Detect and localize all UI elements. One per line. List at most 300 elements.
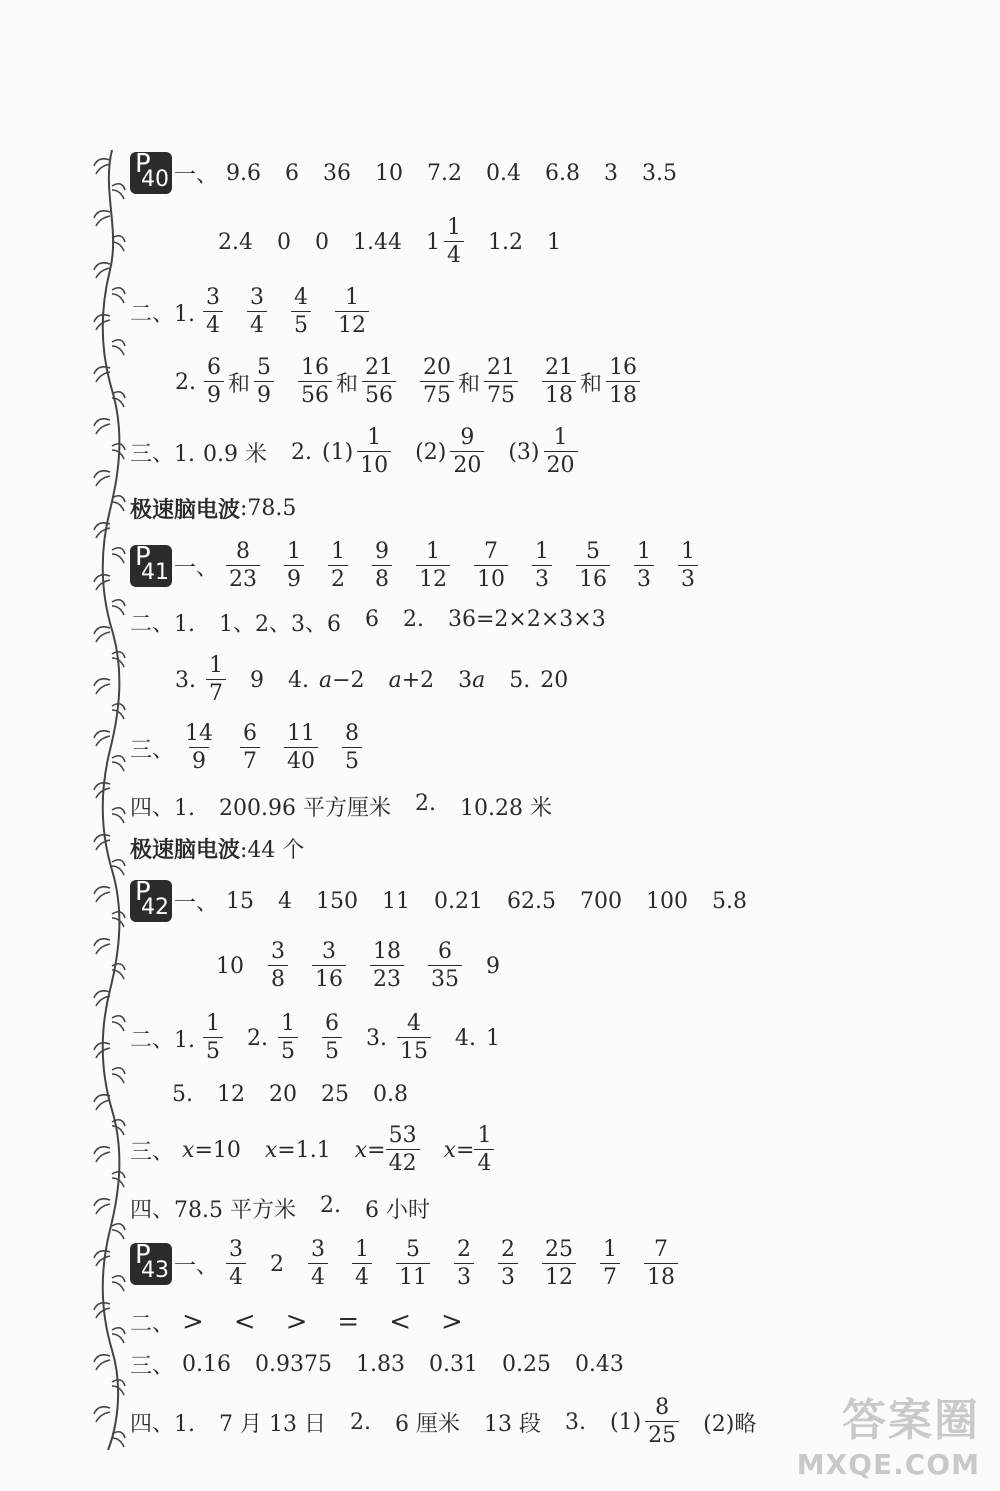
denominator: 42 [386, 1149, 420, 1175]
page-badge-40: P 40 [130, 152, 172, 194]
fraction [308, 1239, 328, 1289]
answer-list [130, 1407, 610, 1438]
numerator: 7 [654, 1237, 669, 1262]
decorative-vine-border [92, 150, 126, 1450]
numerator: 3 [250, 285, 264, 310]
answer: 36=2×2×3×3 [448, 606, 606, 632]
p43-sec3 [130, 1346, 648, 1382]
answer: 1.2 [487, 229, 523, 255]
numerator: 1 [345, 285, 359, 310]
fraction [532, 541, 552, 591]
numerator: 14 [185, 721, 214, 746]
answer: 0.9 米 [203, 441, 267, 467]
denominator: 18 [644, 1263, 678, 1289]
answer-list [204, 357, 664, 407]
answer: 0.21 [434, 888, 483, 914]
numerator: 1 [209, 653, 223, 678]
numerator: 1 [553, 425, 568, 450]
denominator: 5 [278, 1037, 298, 1063]
fraction [247, 287, 267, 337]
denominator: 3 [454, 1263, 474, 1289]
numerator: 8 [655, 1395, 670, 1420]
numerator: 7 [484, 539, 499, 564]
denominator: 10 [474, 565, 508, 591]
answer-list [130, 791, 576, 822]
denominator: 10 [357, 451, 391, 477]
item-label: 4. [288, 667, 309, 693]
comparison-sign: = [337, 1307, 360, 1337]
fraction [542, 1239, 576, 1289]
answer: 20 [540, 667, 569, 693]
numerator: 53 [388, 1123, 417, 1148]
denominator: 2 [328, 565, 348, 591]
denominator: 20 [544, 451, 578, 477]
equals: = [277, 1137, 296, 1163]
answer: 13 段 [483, 1411, 541, 1437]
fraction [454, 1239, 474, 1289]
denominator: 23 [226, 565, 260, 591]
answer: 1.1 [295, 1137, 331, 1163]
fraction [420, 357, 454, 407]
p40-sec2 [130, 286, 393, 338]
fraction [484, 357, 518, 407]
p41-sec2-3 [175, 654, 592, 706]
p41-brain [130, 830, 304, 866]
answer-list [218, 217, 585, 267]
denominator: 3 [498, 1263, 518, 1289]
numerator: 21 [365, 355, 394, 380]
equals: = [456, 1137, 475, 1163]
answer: 四、1. [130, 795, 195, 821]
section-label: 二、1. [130, 301, 195, 327]
fraction [576, 541, 610, 591]
answer-list [182, 1307, 493, 1337]
item-label: 2. [175, 369, 196, 395]
fraction [278, 1013, 298, 1063]
p42-row1 [130, 878, 771, 924]
fraction [370, 941, 404, 991]
fraction [678, 541, 698, 591]
fraction [268, 941, 288, 991]
p40-sec3 [130, 426, 602, 478]
comparison-sign: > [182, 1307, 204, 1337]
var-x: x [443, 1137, 457, 1163]
answer: 1.83 [355, 1351, 405, 1377]
answer: 0.16 [182, 1351, 231, 1377]
answer: 四、1. [130, 1411, 195, 1437]
fraction [600, 1239, 620, 1289]
numerator: 4 [294, 285, 308, 310]
answer: 150 [316, 888, 359, 914]
numerator: 5 [586, 539, 601, 564]
numerator: 1 [535, 539, 550, 564]
numerator: 3 [322, 939, 336, 964]
numerator: 16 [609, 355, 638, 380]
section-label: 三、 [130, 1353, 175, 1379]
watermark-url: MXQE.COM [796, 1448, 980, 1481]
fraction [312, 941, 346, 991]
section-label: 二、1. [130, 1027, 195, 1053]
and-word: 和 [336, 371, 359, 397]
answer: 4 [278, 888, 293, 914]
denominator: 11 [396, 1263, 430, 1289]
p40-row1 [130, 150, 701, 196]
answer: 5. [172, 1081, 193, 1107]
fraction [284, 723, 318, 773]
page-badge-43: P 43 [130, 1243, 172, 1285]
denominator: 7 [240, 747, 260, 773]
item-label: 2. [247, 1025, 268, 1051]
answer: 62.5 [507, 888, 556, 914]
denominator: 3 [532, 565, 552, 591]
answer: 6.8 [545, 160, 581, 186]
denominator: 3 [634, 565, 654, 591]
comparison-sign: < [233, 1307, 256, 1337]
section-label: 三、 [130, 1139, 175, 1165]
fraction [335, 287, 369, 337]
sub-label: (1) [321, 439, 354, 465]
section-label: 二、 [130, 1311, 175, 1337]
answer: 36 [323, 160, 352, 186]
fraction [372, 541, 392, 591]
numerator: 1 [426, 539, 441, 564]
numerator: 5 [257, 355, 272, 380]
fraction [396, 1239, 430, 1289]
answer: 100 [645, 888, 688, 914]
denominator: 15 [397, 1037, 431, 1063]
numerator: 6 [325, 1011, 339, 1036]
answer-list [130, 607, 630, 638]
fraction [542, 357, 576, 407]
answer: 1 [486, 1025, 500, 1051]
answer: 1.44 [353, 229, 402, 255]
denominator: 23 [370, 965, 404, 991]
denominator: 5 [291, 311, 311, 337]
numerator: 3 [229, 1237, 244, 1262]
section-label: 三、1. [130, 441, 195, 467]
answer: 6 [365, 606, 379, 632]
fraction [226, 1239, 246, 1289]
p43-sec2 [130, 1304, 493, 1340]
fraction [342, 723, 362, 773]
fraction [203, 1013, 223, 1063]
answer-list [182, 1352, 648, 1377]
denominator: 4 [352, 1263, 372, 1289]
answer: 200.96 平方厘米 [219, 795, 391, 821]
numerator: 20 [423, 355, 452, 380]
sub-label: (1) [609, 1409, 642, 1435]
fraction [328, 541, 348, 591]
numerator: 25 [545, 1237, 574, 1262]
p42-sec4 [130, 1190, 454, 1226]
brain-wave-label: 极速脑电波 [130, 837, 241, 863]
numerator: 5 [406, 1237, 421, 1262]
var-a: a [319, 667, 333, 693]
denominator: 12 [335, 311, 369, 337]
p42-sec2 [130, 1012, 524, 1064]
fraction [606, 357, 640, 407]
numerator: 9 [460, 425, 475, 450]
denominator: 20 [450, 451, 484, 477]
numerator: 2 [457, 1237, 472, 1262]
section-label: 一、 [174, 890, 219, 916]
answer: 6 [285, 160, 300, 186]
section-label: 一、 [174, 1253, 219, 1279]
numerator: 6 [243, 721, 258, 746]
watermark-logo: 答案圈 [842, 1395, 980, 1446]
answer: 15 [226, 888, 255, 914]
answer: 0.9375 [255, 1351, 332, 1377]
p40-row2 [218, 216, 585, 268]
fraction [284, 541, 304, 591]
fraction [634, 541, 654, 591]
var-a: a [472, 667, 486, 693]
fraction [498, 1239, 518, 1289]
answer: 2.4 [218, 229, 253, 255]
numerator: 1 [477, 1123, 492, 1148]
numerator: 1 [637, 539, 652, 564]
fraction [203, 287, 223, 337]
answer: 7 月 13 日 [219, 1411, 326, 1437]
answer: 3.5 [642, 160, 678, 186]
numerator: 1 [367, 425, 382, 450]
numerator: 2 [501, 1237, 516, 1262]
numerator: 1 [287, 539, 302, 564]
watermark [797, 1384, 980, 1481]
p42-row2 [216, 940, 524, 992]
answer: 6 厘米 [394, 1411, 460, 1437]
numerator: 6 [438, 939, 452, 964]
answer-list [182, 723, 386, 773]
expr: −2 [332, 667, 365, 693]
denominator: 4 [444, 241, 464, 267]
denominator: 8 [268, 965, 288, 991]
denominator: 16 [312, 965, 346, 991]
answer-list [130, 1193, 454, 1224]
answer: 3 [604, 160, 619, 186]
and-word: 和 [580, 371, 603, 397]
section-label: 一、 [174, 555, 219, 581]
answer: 0.31 [428, 1351, 478, 1377]
answer: 1、2、3、6 [219, 611, 341, 637]
answer-list [226, 889, 771, 914]
answer: 10.28 米 [459, 795, 552, 821]
answer: 11 [382, 888, 411, 914]
and-word: 和 [228, 371, 251, 397]
comparison-sign: > [441, 1307, 463, 1337]
section-label: 三、 [130, 737, 175, 763]
fraction [450, 427, 484, 477]
answer: 25 [321, 1081, 349, 1107]
p40-sec2-2 [175, 356, 664, 408]
fraction [474, 541, 508, 591]
answer: 10 [212, 1137, 241, 1163]
denominator: 4 [474, 1149, 494, 1175]
item-label: 2. [290, 439, 312, 465]
fraction [322, 1013, 342, 1063]
denominator: 9 [284, 565, 304, 591]
var-a: a [388, 667, 402, 693]
p41-sec3 [130, 722, 386, 774]
answer: 2. [403, 606, 424, 632]
numerator: 6 [207, 355, 221, 380]
denominator: 7 [600, 1263, 620, 1289]
whole-part: 1 [425, 229, 440, 255]
fraction [254, 357, 274, 407]
denominator: 12 [542, 1263, 576, 1289]
numerator: 1 [355, 1237, 370, 1262]
comparison-sign: > [285, 1307, 308, 1337]
numerator: 3 [206, 285, 220, 310]
numerator: 9 [375, 539, 390, 564]
numerator: 16 [301, 355, 330, 380]
denominator: 75 [420, 381, 454, 407]
fraction [474, 1125, 494, 1175]
answer: 二、1. [130, 611, 195, 637]
var-x: x [182, 1137, 195, 1163]
denominator: 12 [416, 565, 450, 591]
answer-list [268, 941, 486, 991]
denominator: 8 [372, 565, 392, 591]
answer: 20 [269, 1081, 297, 1107]
item-label: 4. [455, 1025, 476, 1051]
answer: 2. [414, 790, 436, 816]
denominator: 4 [226, 1263, 246, 1289]
answer: 7.2 [427, 160, 463, 186]
expr: 3 [458, 667, 473, 693]
brain-wave-label: 极速脑电波 [130, 497, 241, 523]
denominator: 75 [484, 381, 518, 407]
answer: 10 [216, 953, 244, 979]
sub-label: (3) [508, 439, 540, 465]
numerator: 8 [236, 539, 251, 564]
page-badge-41: P 41 [130, 545, 172, 587]
denominator: 56 [298, 381, 332, 407]
p41-row1 [130, 540, 722, 592]
numerator: 3 [271, 939, 285, 964]
answer: 四、78.5 平方米 [130, 1197, 296, 1223]
fraction [397, 1013, 431, 1063]
numerator: 4 [407, 1011, 421, 1036]
p40-brain [130, 490, 296, 526]
answer: 5.8 [711, 888, 747, 914]
item-label: 3. [175, 667, 196, 693]
answer: 0 [315, 229, 329, 255]
brain-wave-answer: :44 个 [240, 837, 305, 863]
numerator: 1 [603, 1237, 618, 1262]
answer: 0.8 [373, 1081, 408, 1107]
answer: 0.43 [574, 1351, 624, 1377]
denominator: 7 [206, 679, 226, 705]
numerator: 8 [345, 721, 360, 746]
denominator: 56 [362, 381, 396, 407]
denominator: 9 [189, 747, 209, 773]
numerator: 1 [206, 1011, 220, 1036]
p41-sec4 [130, 788, 576, 824]
fraction [544, 427, 578, 477]
fraction [357, 427, 391, 477]
answer: 0.25 [501, 1351, 551, 1377]
fraction [204, 357, 224, 407]
denominator: 5 [322, 1037, 342, 1063]
page-badge-42: P 42 [130, 880, 172, 922]
answer: 2. [349, 1409, 371, 1435]
answer-list [226, 1239, 702, 1289]
numerator: 21 [545, 355, 574, 380]
comparison-sign: < [389, 1307, 411, 1337]
answer-list [172, 1082, 432, 1107]
answer: 3. [564, 1409, 586, 1435]
denominator: 4 [247, 311, 267, 337]
numerator: 1 [331, 539, 346, 564]
fraction [291, 287, 311, 337]
var-x: x [354, 1137, 368, 1163]
p43-sec4 [130, 1396, 780, 1448]
answer: 6 小时 [364, 1197, 430, 1223]
denominator: 18 [606, 381, 640, 407]
denominator: 16 [576, 565, 610, 591]
fraction [386, 1125, 420, 1175]
brain-wave-answer: :78.5 [240, 495, 297, 521]
denominator: 4 [203, 311, 223, 337]
p42-sec3 [130, 1124, 518, 1176]
answer-list [226, 161, 701, 186]
answer: 0.4 [486, 160, 522, 186]
answer: 10 [375, 160, 404, 186]
p42-sec2-5 [172, 1076, 432, 1112]
fraction [362, 357, 396, 407]
answer: 12 [217, 1081, 245, 1107]
item-label: 3. [366, 1025, 387, 1051]
denominator: 35 [428, 965, 462, 991]
numerator: 1 [681, 539, 696, 564]
numerator: 11 [287, 721, 316, 746]
section-label: 一、 [174, 162, 219, 188]
equals: = [367, 1137, 386, 1163]
sub-label: (2) [415, 439, 447, 465]
fraction [352, 1239, 372, 1289]
numerator: 1 [281, 1011, 295, 1036]
answer: 9 [250, 667, 264, 693]
equals: = [194, 1137, 213, 1163]
fraction [206, 655, 226, 705]
and-word: 和 [458, 371, 481, 397]
answer: 2 [270, 1251, 285, 1277]
fraction [416, 541, 450, 591]
fraction [644, 1239, 678, 1289]
fraction [226, 541, 260, 591]
p41-sec2 [130, 604, 630, 640]
numerator: 18 [373, 939, 401, 964]
numerator: 1 [446, 215, 461, 240]
denominator: 4 [308, 1263, 328, 1289]
numerator: 3 [311, 1237, 326, 1262]
var-x: x [264, 1137, 278, 1163]
answer-list [203, 287, 393, 337]
answer: 9.6 [226, 160, 262, 186]
fraction [428, 941, 462, 991]
item-label: 5. [509, 667, 531, 693]
fraction [298, 357, 332, 407]
denominator: 3 [678, 565, 698, 591]
fraction [182, 723, 216, 773]
denominator: 9 [204, 381, 224, 407]
expr: +2 [401, 667, 435, 693]
fraction [444, 217, 464, 267]
denominator: 40 [284, 747, 318, 773]
answer: (2)略 [703, 1411, 757, 1437]
answer: 1 [546, 229, 561, 255]
